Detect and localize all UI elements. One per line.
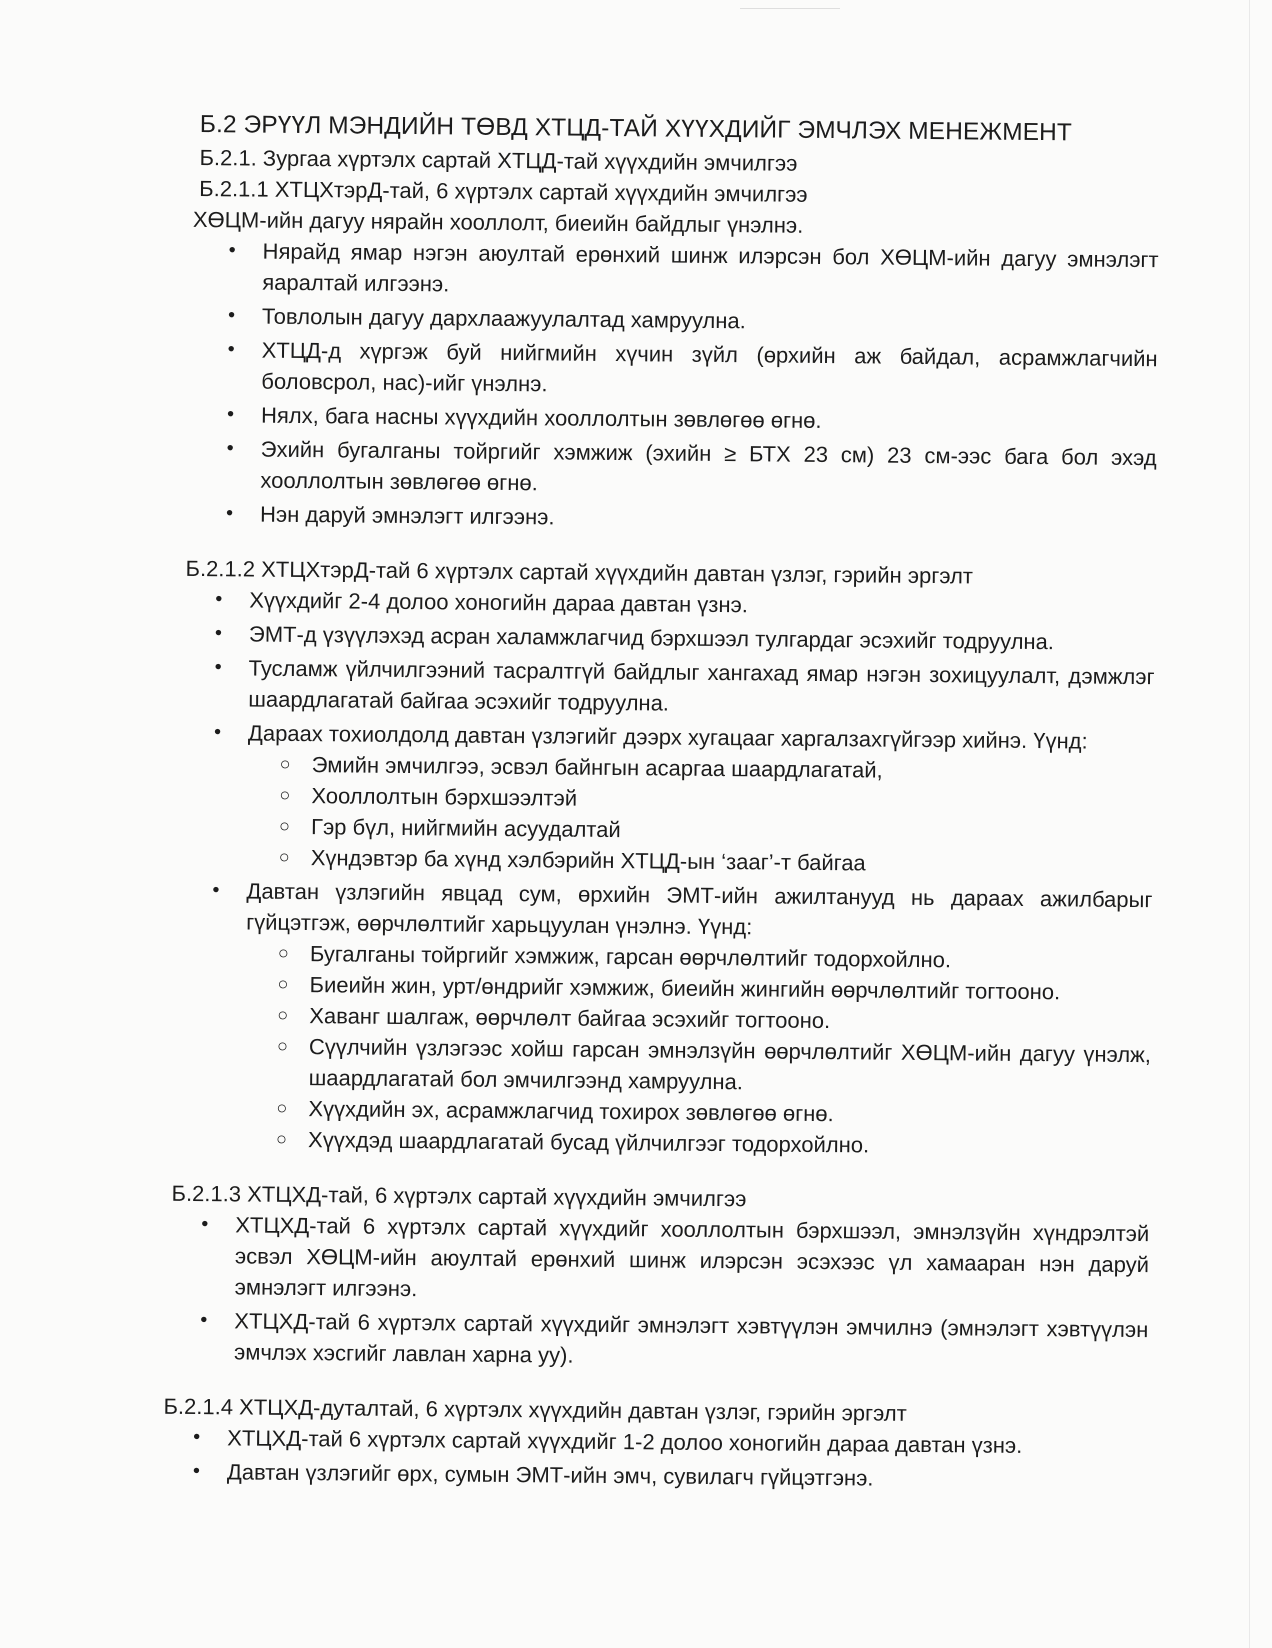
section3-list <box>170 1209 1149 1376</box>
section-b213 <box>170 1178 1150 1376</box>
section-b214 <box>163 1391 1148 1496</box>
sub-list-item: ○ Эмийн эмчилгээ, эсвэл байнгын асаргаа шаардлагатай, <box>248 748 1154 788</box>
section-heading: Б.2.1.3 ХТЦХД-тай, 6 хүртэлх сартай хүүхдийн эмчилгээ <box>171 1180 747 1212</box>
list-item: • Нялх, бага насны хүүхдийн хооллолтын зөвлөгөө өгнө. <box>197 399 1157 439</box>
circle-bullet-icon: ○ <box>279 753 291 774</box>
subtitle-b21: Б.2.1. Зургаа хүртэлх сартай ХТЦД-тай хүүхдийн эмчилгээ <box>199 144 798 176</box>
list-item: • Давтан үзлэгийг өрх, сумын ЭМТ-ийн эмч, сувилагч гүйцэтгэнэ. <box>163 1456 1147 1496</box>
sub-list-item: ○ Хаванг шалгаж, өөрчлөлт байгаа эсэхийг тогтооно. <box>245 999 1151 1039</box>
bullet-icon: • <box>212 879 220 902</box>
list-item: • Нэн даруй эмнэлэгт илгээнэ. <box>196 498 1156 538</box>
list-item: • ХТЦХД-тай 6 хүртэлх сартай хүүхдийг 1-2 долоо хоногийн дараа давтан үзнэ. <box>163 1422 1147 1462</box>
section-heading: Б.2.1.4 ХТЦХД-дуталтай, 6 хүртэлх хүүхдийн давтан үзлэг, гэрийн эргэлт <box>163 1393 907 1426</box>
bullet-icon: • <box>213 721 222 744</box>
sub-list-item: ○ Хүүхдэд шаардлагатай бусад үйлчилгээг тодорхойлно. <box>244 1123 1150 1163</box>
list-item: • ХТЦХД-тай 6 хүртэлх сартай хүүхдийг эмнэлэгт хэвтүүлэн эмчилнэ (эмнэлэгт хэвтүүлэн эмчлэх хэсгийг лавлан харна уу). <box>170 1305 1149 1376</box>
intro-text: ХӨЦМ-ийн дагуу нярайн хооллолт, биеийн байдлыг үнэлнэ. <box>192 206 804 238</box>
section-b212 <box>180 553 1156 1163</box>
circle-bullet-icon: ○ <box>277 942 289 963</box>
sub-list-item: ○ Хүндэвтэр ба хүнд хэлбэрийн ХТЦД-ын ‘зааг’-т байгаа <box>247 841 1153 881</box>
list-item: • Дараах тохиолдолд давтан үзлэгийг дээрх хугацааг харгалзахгүйгээр хийнэ. Үүнд: ○ Эмийн эмчилгээ, эсвэл байнгын асаргаа шаардлагатай, ○ Хооллолтын бэрхшээлтэй ○ Гэр бүл, нийгмийн асуудалтай ○ Хүндэвтэр ба хүнд хэлбэрийн ХТЦД-ын ‘зааг’-т байгаа <box>183 717 1154 881</box>
list-item: • Тусламж үйлчилгээний тасралтгүй байдлыг хангахад ямар нэгэн зохицуулалт, дэмжлэг шаардлагатай байгаа эсэхийг тодруулна. <box>184 652 1155 723</box>
sub-list-item: ○ Хүүхдийн эх, асрамжлагчид тохирох зөвлөгөө өгнө. <box>244 1092 1150 1132</box>
sub-list-item: ○ Гэр бүл, нийгмийн асуудалтай <box>247 810 1153 850</box>
list-item: • Эхийн бугалганы тойргийг хэмжиж (эхийн ≥ БТХ 23 см) 23 см-ээс бага бол эхэд хооллолтын зөвлөгөө өгнө. <box>196 433 1157 504</box>
bullet-icon: • <box>226 437 234 460</box>
scan-edge <box>1249 0 1250 1648</box>
bullet-icon: • <box>215 588 223 611</box>
bullet-icon: • <box>201 1213 209 1236</box>
section1-list <box>196 235 1159 538</box>
circle-bullet-icon: ○ <box>277 973 289 994</box>
circle-bullet-icon: ○ <box>276 1035 288 1056</box>
bullet-icon: • <box>228 239 236 262</box>
sub-list-item: ○ Сүүлчийн үзлэгээс хойш гарсан эмнэлзүйн өөрчлөлтийг ХӨЦМ-ийн дагуу үнэлж, шаардлагатай бол эмчилгээнд хамруулна. <box>245 1030 1152 1101</box>
list-item: • ХТЦД-д хүргэж буй нийгмийн хүчин зүйл (өрхийн аж байдал, асрамжлагчийн боловсрол, нас)-ийг үнэлнэ. <box>197 334 1158 405</box>
bullet-icon: • <box>227 304 236 327</box>
bullet-icon: • <box>200 1309 208 1332</box>
scan-mark <box>740 8 840 9</box>
list-item: • ХТЦХД-тай 6 хүртэлх сартай хүүхдийг хооллолтын бэрхшээл, эмнэлзүйн хүндрэлтэй эсвэл ХӨЦМ-ийн аюултай ерөнхий шинж илэрсэн эсэхээс үл хамааран нэн даруй эмнэлэгт илгээнэ. <box>171 1209 1150 1311</box>
circle-bullet-icon: ○ <box>276 1128 288 1149</box>
document-content <box>163 108 1160 1499</box>
section-heading: Б.2.1.2 ХТЦХтэрД-тай 6 хүртэлх сартай хүүхдийн давтан үзлэг, гэрийн эргэлт <box>185 555 974 589</box>
sub-list-item: ○ Биеийн жин, урт/өндрийг хэмжиж, биеийн жингийн өөрчлөлтийг тогтооно. <box>245 968 1151 1008</box>
sub-list-b <box>244 937 1152 1163</box>
bullet-icon: • <box>214 656 222 679</box>
sub-list-item: ○ Хооллолтын бэрхшээлтэй <box>247 779 1153 819</box>
circle-bullet-icon: ○ <box>276 1097 288 1118</box>
circle-bullet-icon: ○ <box>279 784 291 805</box>
list-item: • Нярайд ямар нэгэн аюултай ерөнхий шинж илэрсэн бол ХӨЦМ-ийн дагуу эмнэлэгт яаралтай илгээнэ. <box>198 235 1159 306</box>
list-item: • Хүүхдийг 2-4 долоо хоногийн дараа давтан үзнэ. <box>185 584 1155 624</box>
bullet-icon: • <box>226 502 234 525</box>
sub-list-item: ○ Бугалганы тойргийг хэмжиж, гарсан өөрчлөлтийг тодорхойлно. <box>246 937 1152 977</box>
bullet-icon: • <box>214 622 223 645</box>
page-title: Б.2 ЭРҮҮЛ МЭНДИЙН ТӨВД ХТЦД-ТАЙ ХҮҮХДИЙГ ЭМЧЛЭХ МЕНЕЖМЕНТ <box>199 110 1073 147</box>
subtitle-b211: Б.2.1.1 ХТЦХтэрД-тай, 6 хүртэлх сартай хүүхдийн эмчилгээ <box>199 175 808 207</box>
sub-list-a <box>247 748 1154 881</box>
list-item: • Товлолын дагуу дархлаажуулалтад хамруулна. <box>198 300 1158 340</box>
bullet-icon: • <box>192 1459 201 1483</box>
list-item: • Давтан үзлэгийн явцад сум, өрхийн ЭМТ-ийн ажилтанууд нь дараах ажилбарыг гүйцэтгэж, өөрчлөлтийг харьцуулан үнэлнэ. Үүнд: ○ Бугалганы тойргийг хэмжиж, гарсан өөрчлөлтийг тодорхойлно. ○ Биеийн жин, урт/өндрийг хэмжиж, биеийн жингийн өөрчлөлтийг тогтооно. ○ Хаванг шалгаж, өөрчлөлт байгаа эсэхийг тогтооно. ○ Сүүлчийн үзлэгээс хойш гарсан эмнэлзүйн өөрчлөлтийг ХӨЦМ-ийн дагуу үнэлж, шаардлагатай бол эмчилгээнд хамруулна. ○ Хүүхдийн эх, асрамжлагчид тохирох зөвлөгөө өгнө. ○ Хүүхдэд шаардлагатай бусад үйлчилгээг тодорхойлно. <box>180 875 1153 1163</box>
bullet-icon: • <box>193 1425 201 1449</box>
section2-list <box>180 584 1155 1163</box>
circle-bullet-icon: ○ <box>277 1004 289 1025</box>
circle-bullet-icon: ○ <box>279 815 291 836</box>
list-item: • ЭМТ-д үзүүлэхэд асран халамжлагчид бэрхшээл тулгардаг эсэхийг тодруулна. <box>185 618 1155 658</box>
section4-list <box>163 1422 1148 1496</box>
bullet-icon: • <box>226 403 235 426</box>
bullet-icon: • <box>227 338 235 361</box>
circle-bullet-icon: ○ <box>278 846 290 867</box>
